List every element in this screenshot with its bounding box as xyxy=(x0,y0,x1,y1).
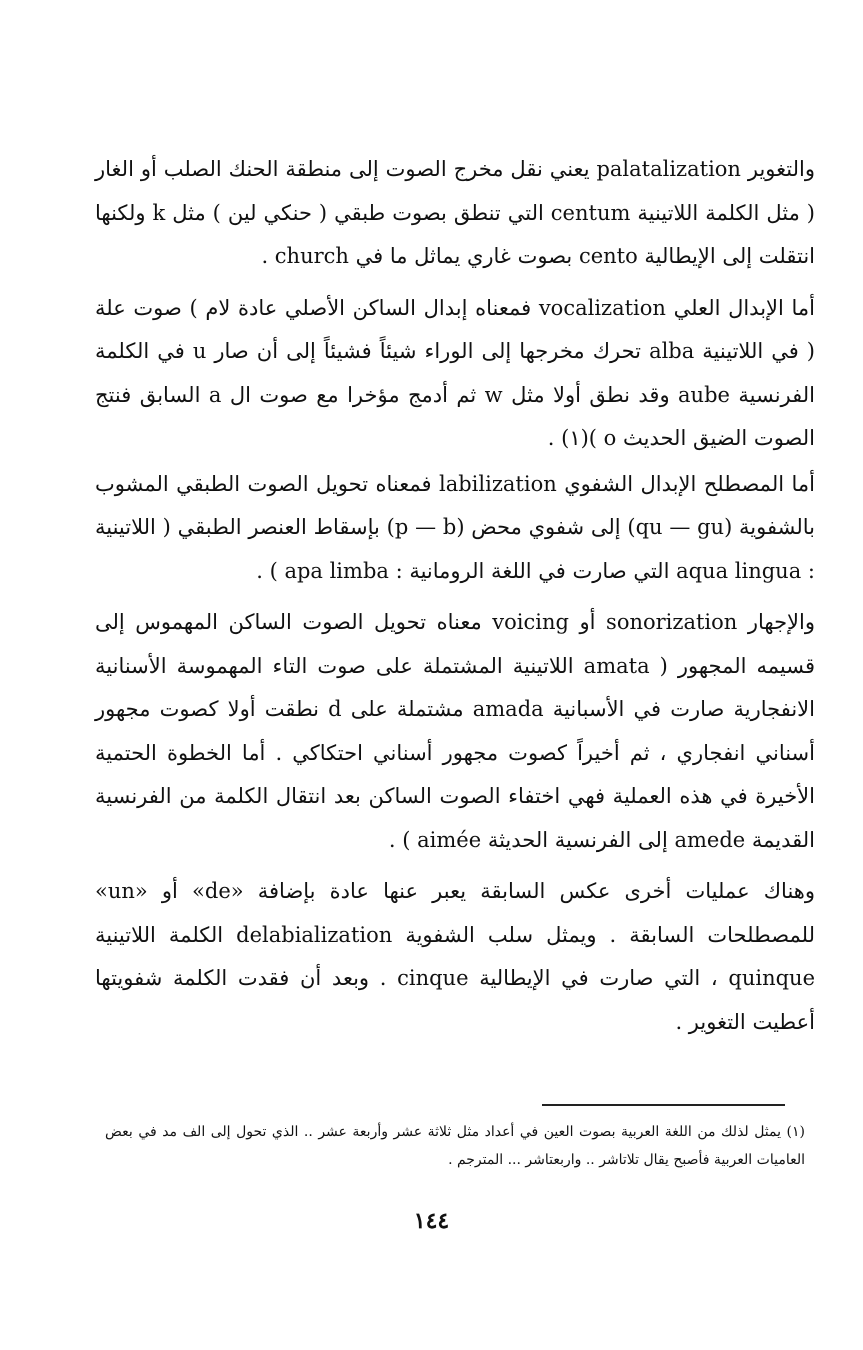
paragraph-delabialization: وهناك عمليات أخرى عكس السابقة يعبر عنها عادة بإضافة «de» أو «un» للمصطلحات السابقة . ويمثل سلب الشفوية delabialization الكلمة اللاتينية quinque ، التي صارت في الإيطالية cinque . وبعد أن فقدت الكلمة شفويتها أعطيت التغوير . xyxy=(95,879,816,1034)
paragraph-labilization: أما المصطلح الإبدال الشفوي labilization فمعناه تحويل الصوت الطبقي المشوب بالشفوية (qu — gu) إلى شفوي محض (p — b) بإسقاط العنصر الطبقي ( اللاتينية : aqua lingua التي صارت في اللغة الرومانية : apa limba ) . xyxy=(95,471,815,583)
paragraph-palatalization: والتغوير palatalization يعني نقل مخرج الصوت إلى منطقة الحنك الصلب أو الغار ( مثل الكلمة اللاتينية centum التي تنطق بصوت طبقي ( حنكي لين ) مثل k ولكنها انتقلت إلى الإيطالية cento بصوت غاري يماثل ما في church . xyxy=(95,157,815,268)
main-text xyxy=(95,148,815,1052)
paragraph-sonorization: والإجهار sonorization أو voicing معناه تحويل الصوت الساكن المهموس إلى قسيمه المجهور ( amata اللاتينية المشتملة على صوت التاء المهموسة الأسنانية الانفجارية صارت في الأسبانية amada مشتملة على d نطقت أولا كصوت مجهور أسناني انفجاري ، ثم أخيراً كصوت مجهور أسناني احتكاكي . أما الخطوة الحتمية الأخيرة في هذه العملية فهي اختفاء الصوت الساكن بعد انتقال الكلمة من الفرنسية القديمة amede إلى الفرنسية الحديثة aimée ) . xyxy=(95,610,816,852)
page-number: ١٤٤ xyxy=(413,1208,450,1234)
paragraph-vocalization: أما الإبدال العلي vocalization فمعناه إبدال الساكن الأصلي عادة لام ) صوت علة ( في اللاتينية alba تحرك مخرجها إلى الوراء شيئاً فشيئاً إلى أن صار u في الكلمة الفرنسية aube وقد نطق أولا مثل w ثم أدمج مؤخرا مع صوت ال a السابق فنتج الصوت الضيق الحديث o )(١) . xyxy=(95,295,816,450)
footnote-divider xyxy=(542,1104,785,1106)
footnote: (١) يمثل لذلك من اللغة العربية بصوت العين في أعداد مثل ثلاثة عشر وأربعة عشر .. الذي تحول إلى الف مد في بعض العاميات العربية فأصبح يقال تلاتاشر .. واربعتاشر ... المترجم . xyxy=(105,1124,805,1168)
